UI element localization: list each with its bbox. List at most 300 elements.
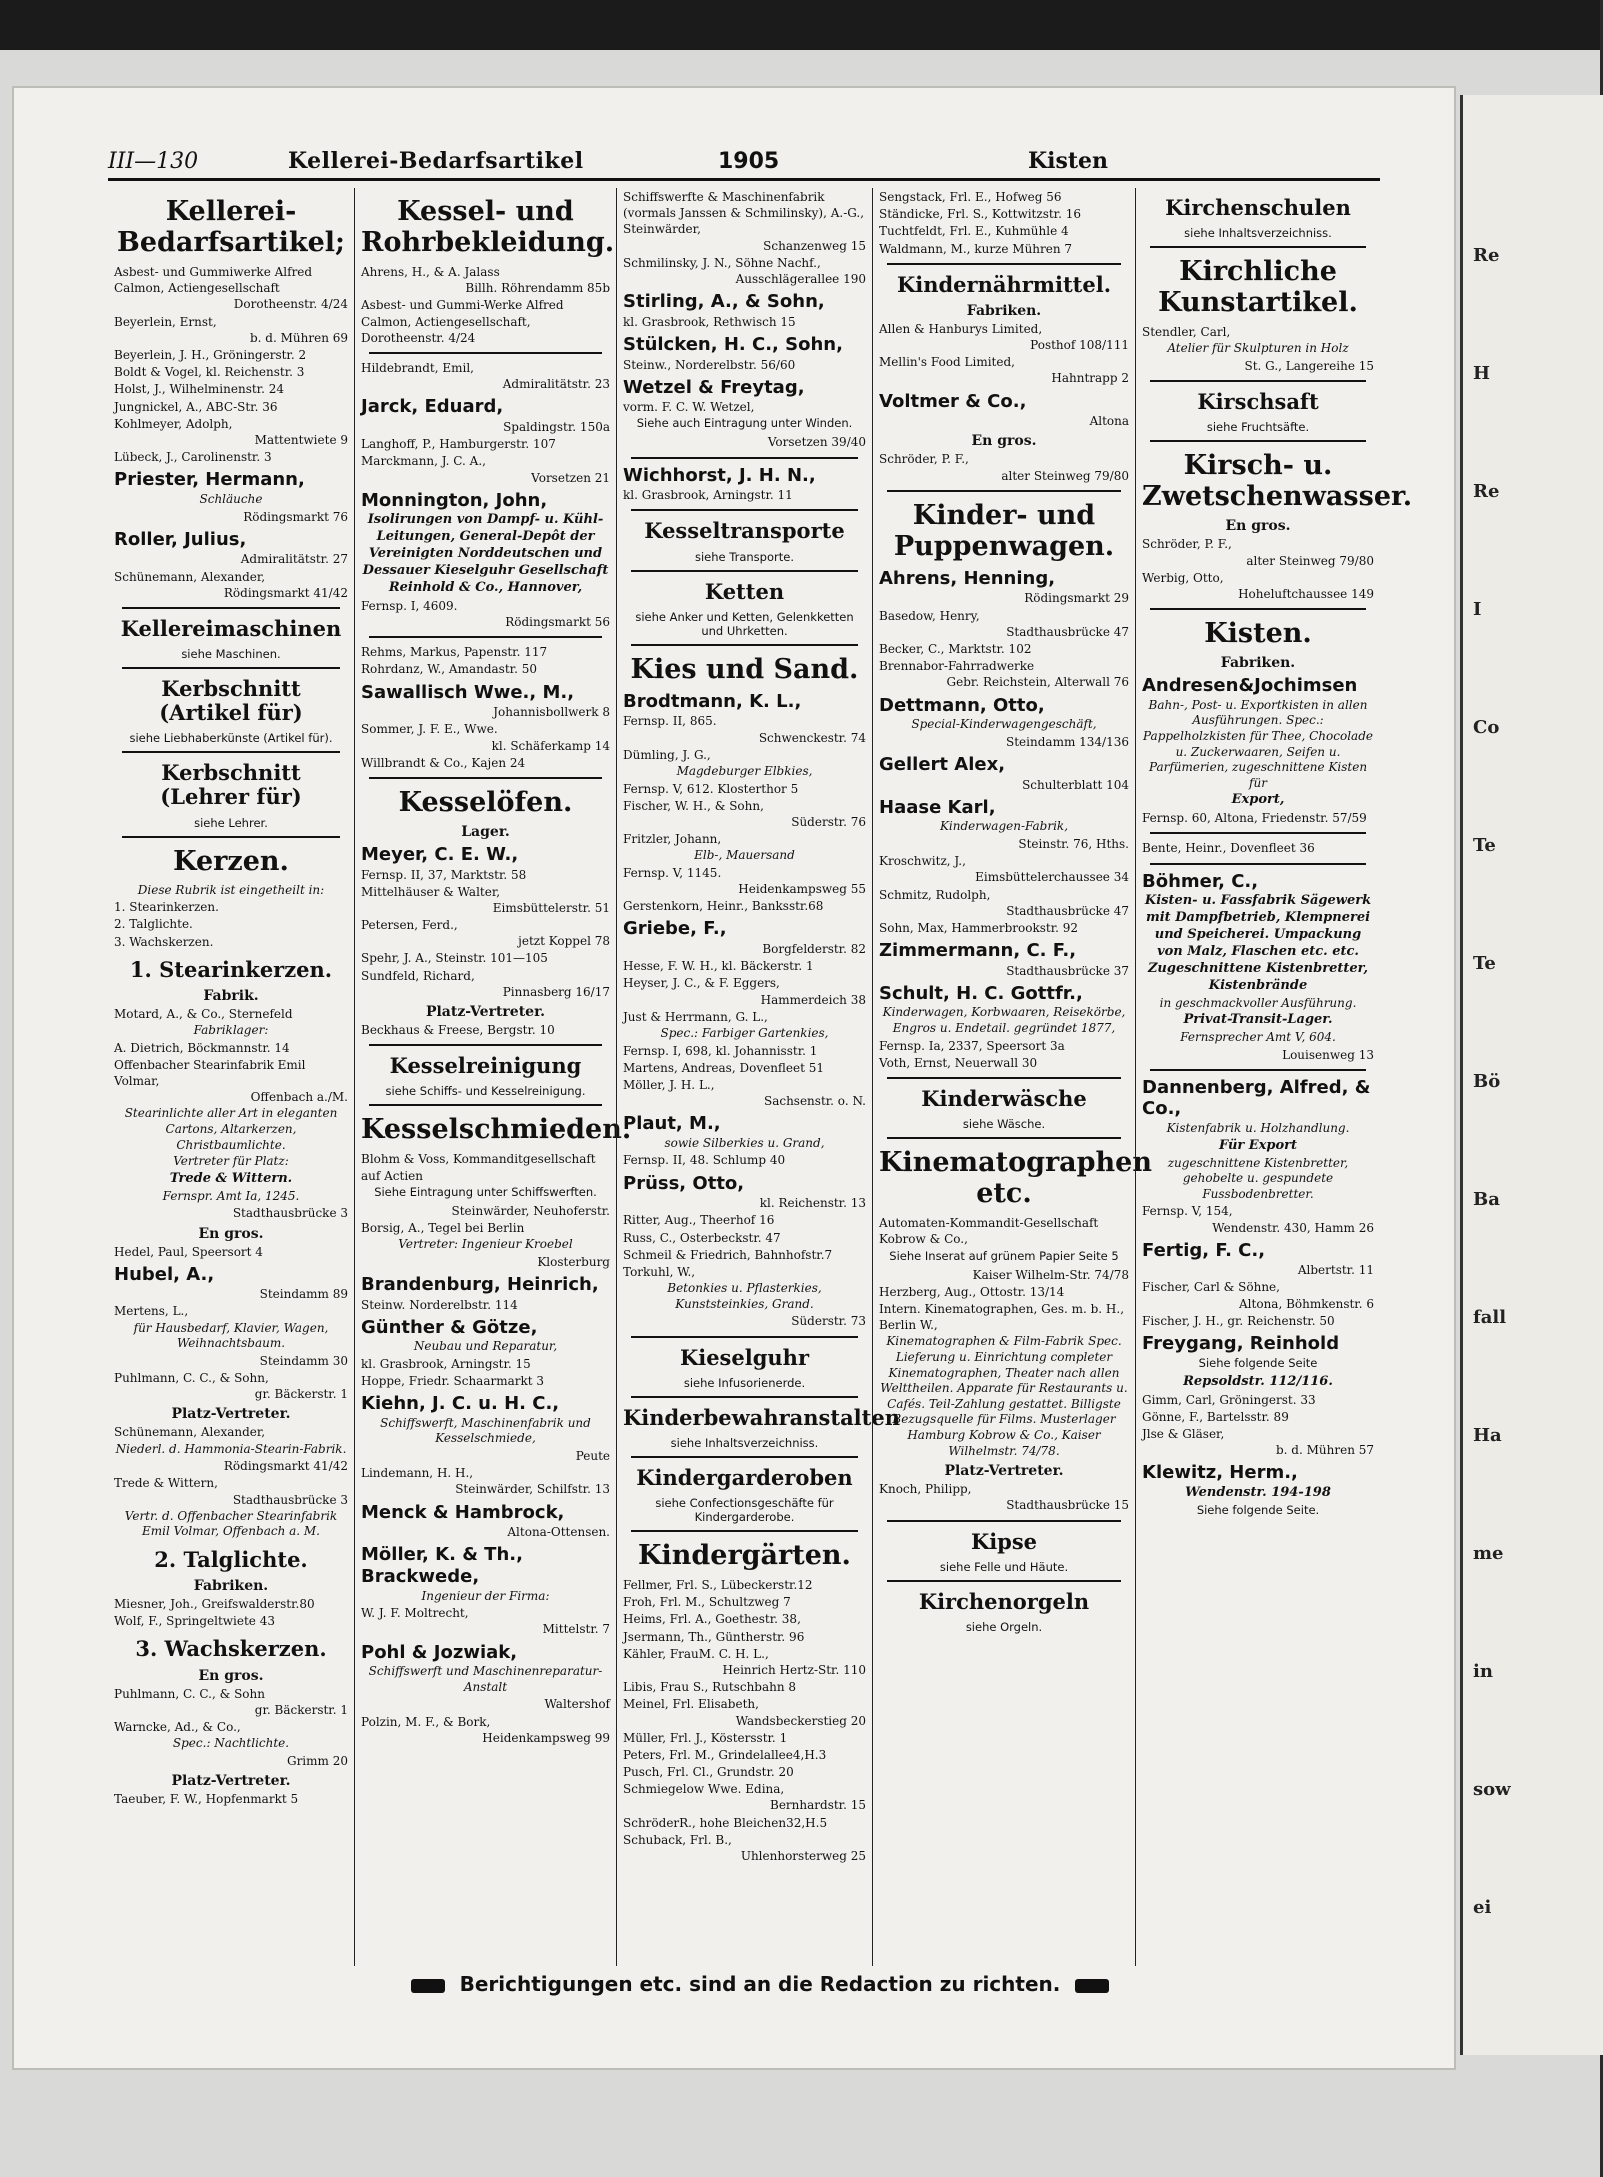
entry-text: Bente, Heinr., Dovenfleet 36 [1142, 841, 1315, 856]
entry-text: Kipse [970, 1528, 1038, 1554]
adjacent-page-fragment: me [1473, 1543, 1504, 1564]
entry-text: Hoppe, Friedr. Schaarmarkt 3 [361, 1374, 545, 1389]
entry-text: Kies und Sand. [630, 653, 859, 685]
directory-entry [114, 1596, 348, 1612]
entry-text: Platz-Vertreter. [171, 1772, 291, 1789]
entry-text: siehe Lehrer. [194, 815, 268, 830]
directory-entry [623, 1781, 866, 1813]
firm-name [1142, 1077, 1374, 1120]
cross-reference [1142, 226, 1374, 240]
entry-text: Kinder- und Puppenwagen. [893, 499, 1115, 562]
directory-entry [361, 1448, 610, 1464]
section-divider [1150, 863, 1366, 865]
firm-name [361, 1274, 610, 1296]
directory-entry [361, 1356, 610, 1372]
entry-address: Stadthausbrücke 37 [1006, 963, 1129, 978]
rubric-heading [879, 1590, 1129, 1614]
entry-text: Siehe Inserat auf grünem Papier Seite 5 [889, 1248, 1119, 1263]
adjacent-page-edge [1460, 95, 1603, 2055]
entry-text: vorm. F. C. W. Wetzel, [623, 400, 755, 415]
entry-text: Dettmann, Otto, [879, 694, 1045, 716]
directory-entry [114, 381, 348, 397]
entry-address: Heidenkampsweg 99 [482, 1730, 610, 1745]
firm-name [879, 391, 1129, 413]
rubric-heading [114, 196, 348, 258]
entry-text: Fernsp. II, 48. Schlump 40 [623, 1153, 786, 1168]
entry-highlight [1142, 1485, 1374, 1502]
entry-text: W. J. F. Moltrecht, [361, 1606, 469, 1621]
rubric-heading [114, 677, 348, 725]
directory-entry [879, 1301, 1129, 1333]
entry-address: Steinwärder, Neuhoferstr. [451, 1203, 610, 1218]
directory-entry [623, 865, 866, 897]
entry-address: Stadthausbrücke 3 [232, 1206, 348, 1221]
entry-address: Altona-Ottensen. [507, 1525, 610, 1540]
entry-text: Siehe Eintragung unter Schiffswerften. [374, 1184, 597, 1199]
entry-text: Export, [1231, 792, 1285, 808]
entry-text: 1. Stearinkerzen. [114, 900, 219, 915]
firm-name [114, 529, 348, 551]
directory-entry [361, 1465, 610, 1497]
entry-text: Fernsp. V, 1145. [623, 865, 722, 880]
entry-text: Dümling, J. G., [623, 747, 711, 762]
cross-reference [114, 647, 348, 661]
entry-address: Kaiser Wilhelm-Str. 74/78 [972, 1267, 1129, 1282]
firm-name [361, 1393, 610, 1415]
entry-text: Fischer, W. H., & Sohn, [623, 798, 764, 813]
section-divider [631, 570, 858, 572]
entry-text: Magdeburger Elbkies, [676, 763, 813, 778]
pointing-hand-icon [1075, 1979, 1109, 1993]
firm-name [361, 844, 610, 866]
directory-entry [114, 1244, 348, 1260]
entry-text: Just & Herrmann, G. L., [623, 1009, 768, 1024]
subheading [114, 1773, 348, 1789]
entry-text: Lager. [461, 823, 510, 840]
entry-text: Stirling, A., & Sohn, [623, 291, 825, 313]
entry-text: Kesselreinigung [389, 1053, 582, 1079]
entry-text: Müller, Frl. J., Köstersstr. 1 [623, 1730, 788, 1745]
section-divider [1150, 246, 1366, 248]
entry-address: Eimsbüttelerchaussee 34 [975, 870, 1129, 885]
directory-entry [361, 950, 610, 966]
entry-address: Altona [1089, 414, 1129, 429]
entry-text: Schult, H. C. Gottfr., [879, 982, 1083, 1004]
directory-entry [361, 1524, 610, 1540]
entry-text: 2. Talglichte. [154, 1546, 308, 1572]
entry-text: Fritzler, Johann, [623, 832, 722, 847]
entry-text: En gros. [198, 1667, 264, 1684]
entry-address: Sachsenstr. o. N. [763, 1094, 866, 1109]
entry-description [114, 1509, 348, 1540]
entry-text: Mertens, L., [114, 1304, 189, 1319]
directory-entry [879, 1481, 1129, 1513]
entry-description [361, 1589, 610, 1605]
directory-entry [623, 1679, 866, 1695]
directory-entry [114, 569, 348, 601]
rubric-heading [361, 1054, 610, 1078]
entry-text: A. Dietrich, Böckmannstr. 14 [114, 1040, 290, 1055]
entry-text: Brandenburg, Heinrich, [361, 1273, 599, 1295]
section-divider [369, 1104, 602, 1106]
entry-description [114, 883, 348, 899]
entry-text: Wolf, F., Springeltwiete 43 [114, 1614, 275, 1629]
entry-text: Voth, Ernst, Neuerwall 30 [879, 1055, 1038, 1070]
directory-entry [361, 297, 610, 346]
directory-entry [114, 399, 348, 415]
section-divider [1150, 608, 1366, 610]
entry-text: Spec.: Nachtlichte. [172, 1736, 290, 1751]
entry-text: Beyerlein, Ernst, [114, 314, 217, 329]
directory-entry [879, 206, 1129, 222]
entry-text: siehe Transporte. [695, 549, 794, 564]
directory-entry [623, 1696, 866, 1728]
entry-text: Beckhaus & Freese, Bergstr. 10 [361, 1023, 555, 1038]
entry-address: Schwenckestr. 74 [758, 730, 866, 745]
directory-entry [114, 416, 348, 448]
entry-text: Kirchenorgeln [918, 1588, 1090, 1614]
entry-address: Vorsetzen 39/40 [767, 435, 866, 450]
entry-address: Stadthausbrücke 47 [1006, 624, 1129, 639]
entry-text: Heims, Frl. A., Goethestr. 38, [623, 1612, 801, 1627]
entry-text: Kellerei-Bedarfsartikel; [117, 196, 345, 259]
entry-text: Haase Karl, [879, 796, 996, 818]
entry-description [879, 819, 1129, 835]
directory-entry [1142, 840, 1374, 856]
page-header [108, 140, 1380, 181]
entry-text: Wetzel & Freytag, [623, 376, 805, 398]
entry-description [1142, 1121, 1374, 1137]
directory-entry [114, 1613, 348, 1629]
entry-text: Zimmermann, C. F., [879, 940, 1077, 962]
subheading [361, 1004, 610, 1020]
directory-entry [361, 721, 610, 753]
cross-reference [361, 1185, 610, 1199]
entry-text: Hubel, A., [114, 1263, 215, 1285]
directory-entry [879, 354, 1129, 386]
directory-entry [623, 975, 866, 1007]
entry-description [114, 1023, 348, 1039]
cross-reference [114, 731, 348, 745]
directory-entry [114, 1057, 348, 1106]
entry-text: Kinderbewahranstalten [623, 1404, 900, 1430]
directory-entry [623, 1832, 866, 1864]
entry-text: Kellereimaschinen [120, 615, 342, 641]
entry-description [114, 1189, 348, 1205]
entry-text: Prüss, Otto, [623, 1172, 745, 1194]
entry-address: Rödingsmarkt 41/42 [223, 585, 348, 600]
entry-text: Kohlmeyer, Adolph, [114, 416, 233, 431]
adjacent-page-fragment: H [1473, 363, 1491, 384]
directory-entry [879, 413, 1129, 429]
directory-entry [361, 436, 610, 452]
scanner-edge [0, 0, 1600, 50]
rubric-heading [623, 1346, 866, 1370]
directory-entry [361, 360, 610, 392]
directory-entry [1142, 324, 1374, 340]
entry-text: Fernsp. II, 37, Marktstr. 58 [361, 867, 527, 882]
entry-text: Brennabor-Fahrradwerke [879, 659, 1035, 674]
directory-entry [879, 1055, 1129, 1071]
columns [108, 188, 1413, 1966]
rubric-heading [1142, 256, 1374, 318]
rubric-heading [114, 846, 348, 877]
entry-text: Jsermann, Th., Güntherstr. 96 [623, 1629, 805, 1644]
directory-entry [623, 798, 866, 830]
entry-text: Petersen, Ferd., [361, 918, 458, 933]
subheading [114, 1406, 348, 1422]
firm-name [623, 291, 866, 313]
rubric-heading [1142, 618, 1374, 649]
rubric-heading [623, 1404, 900, 1430]
entry-text: Rehms, Markus, Papenstr. 117 [361, 645, 548, 660]
directory-entry [623, 1195, 866, 1211]
directory-entry [623, 1009, 866, 1025]
directory-entry [361, 1373, 610, 1389]
entry-text: Elb-, Mauersand [694, 848, 795, 863]
firm-name [361, 1544, 610, 1587]
directory-entry [623, 831, 866, 847]
year: 1905 [718, 149, 780, 174]
directory-entry [361, 661, 610, 677]
subheading [879, 1463, 1129, 1479]
entry-text: Jlse & Gläser, [1142, 1426, 1225, 1441]
entry-text: Hesse, F. W. H., kl. Bäckerstr. 1 [623, 959, 814, 974]
section-divider [1150, 380, 1366, 382]
firm-name [879, 695, 1129, 717]
directory-entry [114, 1475, 348, 1507]
entry-text: Freygang, Reinhold [1142, 1333, 1340, 1355]
entry-text: Russ, C., Osterbeckstr. 47 [623, 1230, 781, 1245]
entry-address: Mattentwiete 9 [254, 432, 348, 447]
entry-text: Kinderwäsche [921, 1086, 1087, 1112]
cross-reference [623, 610, 866, 638]
directory-entry [361, 598, 610, 630]
directory-entry [623, 399, 866, 415]
directory-entry [623, 1646, 866, 1678]
entry-text: Stearinlichte aller Art in eleganten Cartons, Altarkerzen, Christbaumlichte. [124, 1106, 338, 1152]
entry-address: Stadthausbrücke 15 [1006, 1498, 1129, 1513]
directory-entry [361, 867, 610, 883]
entry-text: Gerstenkorn, Heinr., Banksstr.68 [623, 899, 824, 914]
entry-text: siehe Orgeln. [965, 1619, 1043, 1634]
entry-text: Trede & Wittern. [169, 1170, 293, 1186]
directory-entry [114, 1286, 348, 1302]
entry-text: Böhmer, C., [1142, 870, 1259, 892]
entry-text: Ahrens, Henning, [879, 567, 1056, 589]
entry-address: Posthof 108/111 [1030, 338, 1129, 353]
entry-text: Kähler, FrauM. C. H. L., [623, 1646, 769, 1661]
column-1 [108, 188, 354, 1966]
rubric-heading [114, 761, 348, 809]
entry-text: Ritter, Aug., Theerhof 16 [623, 1213, 775, 1228]
directory-entry [1142, 536, 1374, 568]
entry-description [879, 1334, 1129, 1459]
section-divider [887, 1077, 1121, 1079]
firm-name [361, 396, 610, 418]
entry-address: Hoheluftchaussee 149 [1238, 587, 1374, 601]
entry-text: Sundfeld, Richard, [361, 968, 475, 983]
rubric-heading [879, 500, 1129, 562]
entry-text: Steinw. Norderelbstr. 114 [361, 1297, 518, 1312]
directory-entry [361, 755, 610, 771]
subheading [114, 1578, 348, 1594]
entry-text: Sohn, Max, Hammerbrookstr. 92 [879, 920, 1079, 935]
section-divider [122, 751, 340, 753]
entry-text: Asbest- und Gummi-Werke Alfred Calmon, Actiengesellschaft, Dorotheenstr. 4/24 [361, 298, 564, 345]
entry-highlight [1142, 893, 1374, 994]
entry-text: sowie Silberkies u. Grand, [664, 1135, 825, 1150]
entry-description [361, 1416, 610, 1447]
directory-entry [114, 1353, 348, 1369]
directory-entry [361, 1151, 610, 1183]
adjacent-page-fragment: Te [1473, 835, 1496, 856]
rubric-heading [361, 1114, 632, 1146]
entry-description [361, 1339, 610, 1355]
entry-text: Puhlmann, C. C., & Sohn [114, 1686, 265, 1701]
entry-address: jetzt Koppel 78 [518, 934, 610, 949]
running-title: Kellerei-Bedarfsartikel [288, 148, 584, 174]
adjacent-page-fragment: Bö [1473, 1071, 1501, 1092]
directory-entry [879, 189, 1129, 205]
entry-text: siehe Wäsche. [962, 1117, 1046, 1132]
entry-address: Eimsbüttelerstr. 51 [492, 900, 610, 915]
entry-description [623, 764, 866, 780]
firm-name [623, 465, 866, 487]
directory-entry [361, 453, 610, 485]
entry-text: Wichhorst, J. H. N., [623, 464, 816, 486]
rubric-heading [361, 196, 615, 259]
directory-entry [1142, 1279, 1374, 1311]
adjacent-page-fragment: Re [1473, 481, 1500, 502]
entry-text: siehe Confectionsgeschäfte für Kindergarderobe. [655, 1496, 834, 1524]
entry-text: Atelier für Skulpturen in Holz [1167, 341, 1349, 356]
entry-address: alter Steinweg 79/80 [1246, 553, 1374, 568]
directory-entry [623, 487, 866, 503]
directory-entry [114, 899, 348, 915]
entry-text: Fernsp. I, 698, kl. Johannisstr. 1 [623, 1043, 818, 1058]
directory-entry [361, 1714, 610, 1746]
entry-description [1142, 698, 1374, 792]
entry-text: Libis, Frau S., Rutschbahn 8 [623, 1680, 797, 1695]
entry-text: Automaten-Kommandit-Gesellschaft Kobrow & Co., [879, 1216, 1099, 1247]
cross-reference [623, 1376, 866, 1390]
entry-text: kl. Grasbrook, Arningstr. 11 [623, 488, 793, 503]
entry-text: Steinw., Norderelbstr. 56/60 [623, 357, 796, 372]
directory-entry [879, 1284, 1129, 1300]
entry-text: siehe Fruchtsäfte. [1206, 420, 1310, 435]
entry-text: Siehe folgende Seite [1198, 1355, 1318, 1370]
entry-address: Grimm 20 [286, 1753, 348, 1768]
entry-text: Jungnickel, A., ABC-Str. 36 [114, 399, 278, 414]
cross-reference [879, 1620, 1129, 1634]
entry-text: Stendler, Carl, [1142, 325, 1231, 340]
entry-text: Werbig, Otto, [1142, 570, 1224, 585]
entry-address: Offenbach a./M. [250, 1090, 348, 1105]
entry-address: Rödingsmarkt 76 [243, 509, 348, 524]
firm-name [361, 490, 610, 512]
directory-entry [879, 1215, 1129, 1247]
entry-text: Fabriken. [1220, 655, 1296, 672]
rubric-heading [1142, 196, 1374, 220]
directory-entry [879, 641, 1129, 657]
directory-entry [623, 1077, 866, 1109]
directory-entry [879, 241, 1129, 257]
subheading [1142, 655, 1374, 671]
entry-text: Roller, Julius, [114, 528, 247, 550]
entry-address: Stadthausbrücke 3 [232, 1492, 348, 1507]
entry-description [1142, 1156, 1374, 1203]
entry-text: Vertr. d. Offenbacher Stearinfabrik Emil Volmar, Offenbach a. M. [124, 1508, 338, 1539]
entry-text: Dannenberg, Alfred, & Co., [1142, 1076, 1371, 1120]
entry-text: Kerzen. [173, 845, 289, 877]
adjacent-page-fragment: Co [1473, 717, 1500, 738]
entry-text: Isolirungen von Dampf- u. Kühl-Leitungen, General-Depôt der Vereinigten Norddeutschen und Dessauer Kieselguhr Gesellschaft Reinhold & Co., Hannover, [362, 512, 609, 595]
entry-description [114, 1106, 348, 1153]
entry-text: Platz-Vertreter. [425, 1004, 546, 1021]
entry-text: Taeuber, F. W., Hopfenmarkt 5 [114, 1791, 299, 1806]
directory-entry [1142, 1409, 1374, 1425]
directory-entry [114, 264, 348, 313]
entry-highlight [1142, 792, 1374, 809]
firm-name [623, 1173, 866, 1195]
entry-description [623, 1026, 866, 1042]
cross-reference [879, 1117, 1129, 1131]
entry-text: Schuback, Frl. B., [623, 1832, 732, 1847]
entry-description [114, 1736, 348, 1752]
directory-entry [879, 887, 1129, 919]
section-divider [631, 644, 858, 646]
rubric-heading [879, 273, 1129, 297]
entry-text: Warncke, Ad., & Co., [114, 1719, 241, 1734]
directory-entry [623, 189, 866, 254]
entry-text: Schünemann, Alexander, [114, 1425, 266, 1440]
entry-text: siehe Felle und Häute. [939, 1559, 1069, 1574]
directory-entry [623, 1815, 866, 1831]
entry-text: Mittelhäuser & Walter, [361, 884, 501, 899]
entry-text: Andresen&Jochimsen [1142, 675, 1358, 697]
directory-entry [879, 590, 1129, 606]
directory-entry [361, 1254, 610, 1270]
rubric-heading [623, 580, 866, 604]
entry-text: Asbest- und Gummiwerke Alfred Calmon, Actiengesellschaft [114, 265, 313, 296]
directory-entry [623, 1247, 866, 1263]
entry-text: Günther & Götze, [361, 1316, 538, 1338]
directory-entry [623, 1212, 866, 1228]
entry-text: Meinel, Frl. Elisabeth, [623, 1697, 759, 1712]
firm-name [1142, 1333, 1374, 1355]
section-divider [1150, 832, 1366, 834]
directory-entry [114, 1370, 348, 1402]
directory-entry [114, 1205, 348, 1221]
directory-entry [114, 314, 348, 346]
entry-address: Hammerdeich 38 [760, 992, 866, 1007]
directory-entry [879, 451, 1129, 483]
footer-text: Berichtigungen etc. sind an die Redaction zu richten. [459, 1972, 1061, 1996]
subheading [361, 824, 610, 840]
entry-highlight [1142, 1012, 1374, 1029]
entry-text: Fernsp. V, 612. Klosterthor 5 [623, 781, 799, 796]
directory-entry [879, 777, 1129, 793]
rubric-heading [623, 519, 866, 543]
directory-entry [879, 658, 1129, 690]
directory-entry [623, 1764, 866, 1780]
entry-address: b. d. Mühren 69 [249, 330, 348, 345]
directory-entry [361, 1297, 610, 1313]
entry-text: Niederl. d. Hammonia-Stearin-Fabrik. [115, 1441, 347, 1456]
directory-entry [879, 734, 1129, 750]
entry-text: Griebe, F., [623, 918, 727, 940]
